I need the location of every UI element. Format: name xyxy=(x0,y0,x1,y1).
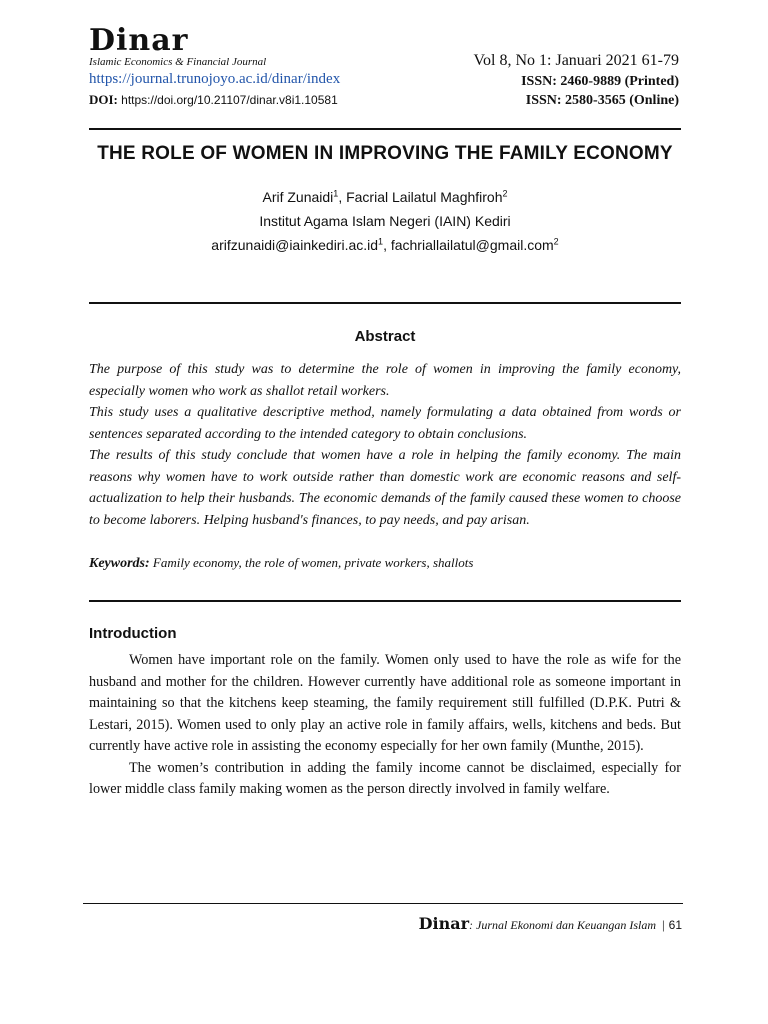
author-line xyxy=(89,189,681,205)
author-emails xyxy=(89,237,681,253)
volume-info: Vol 8, No 1: Januari 2021 61-79 xyxy=(473,52,679,69)
abstract-top-divider xyxy=(89,302,681,304)
journal-tagline: Islamic Economics & Financial Journal xyxy=(89,56,267,68)
doi-line xyxy=(89,92,338,108)
footer-logo: Dinar xyxy=(418,914,470,933)
page-number: 61 xyxy=(668,918,682,932)
author-name: Arif Zunaidi xyxy=(262,189,334,205)
introduction-body xyxy=(89,650,681,801)
author-email[interactable]: fachriallailatul@gmail.com xyxy=(390,237,554,253)
introduction-heading: Introduction xyxy=(89,625,177,642)
abstract-paragraph: The purpose of this study was to determine the role of women in improving the family economy, especially women who work as shallot retail workers. xyxy=(89,362,681,399)
introduction-paragraph: Women have important role on the family. Women only used to have the role as wife for the husband and mother for the children. However currently have additional role as someone important in maintaining so that the kitchens keep steaming, the family requirement still fulfilled (D.P.K. Putri & Lestari, 2015). Women used to only play an active role in family affairs, wells, kitchens and beds. But currently have active role in assisting the economy especially for her own family (Munthe, 2015). xyxy=(89,652,681,754)
author-email[interactable]: arifzunaidi@iainkediri.ac.id xyxy=(211,237,379,253)
page-footer xyxy=(419,914,682,933)
header-divider xyxy=(89,128,681,130)
email-marker: 1 xyxy=(378,236,384,247)
author-name: Facrial Lailatul Maghfiroh xyxy=(346,189,503,205)
footer-journal-name: : Jurnal Ekonomi dan Keuangan Islam xyxy=(469,918,657,932)
author-separator: , xyxy=(338,189,347,205)
issn-printed: ISSN: 2460-9889 (Printed) xyxy=(521,74,679,89)
email-marker: 2 xyxy=(553,236,559,247)
abstract-bottom-divider xyxy=(89,600,681,602)
keywords-list: Family economy, the role of women, private workers, shallots xyxy=(149,555,474,570)
journal-url-link[interactable]: https://journal.trunojoyo.ac.id/dinar/index xyxy=(89,71,341,87)
abstract-paragraph: This study uses a qualitative descriptive method, namely formulating a data obtained from words or sentences separated according to the intended category to obtain conclusions. xyxy=(89,405,681,442)
email-separator: , xyxy=(383,237,391,253)
footer-divider xyxy=(83,903,683,904)
introduction-paragraph: The women’s contribution in adding the family income cannot be disclaimed, especially for lower middle class family making women as the person directly involved in family welfare. xyxy=(89,759,681,797)
doi-label: DOI: xyxy=(89,92,118,107)
author-affiliation-marker: 2 xyxy=(502,188,508,199)
keywords-label: Keywords: xyxy=(89,556,150,571)
author-affiliation-marker: 1 xyxy=(333,188,339,199)
doi-link[interactable]: https://doi.org/10.21107/dinar.v8i1.10581 xyxy=(121,93,338,107)
footer-separator: | xyxy=(662,917,665,932)
keywords-line xyxy=(89,555,681,572)
abstract-heading: Abstract xyxy=(354,328,416,345)
issn-online: ISSN: 2580-3565 (Online) xyxy=(525,93,679,108)
abstract-body xyxy=(89,359,681,531)
abstract-paragraph: The results of this study conclude that women have a role in helping the family economy. The main reasons why women have to work outside rather than domestic work are economic reasons and self-actualization to help their husbands. The economic demands of the family caused these women to choose to become laborers. Helping husband's finances, to pay needs, and pay arisan. xyxy=(89,448,681,528)
author-institution: Institut Agama Islam Negeri (IAIN) Kediri xyxy=(259,213,511,229)
article-title: THE ROLE OF WOMEN IN IMPROVING THE FAMILY ECONOMY xyxy=(97,143,673,164)
journal-logo: Dinar xyxy=(89,23,189,58)
